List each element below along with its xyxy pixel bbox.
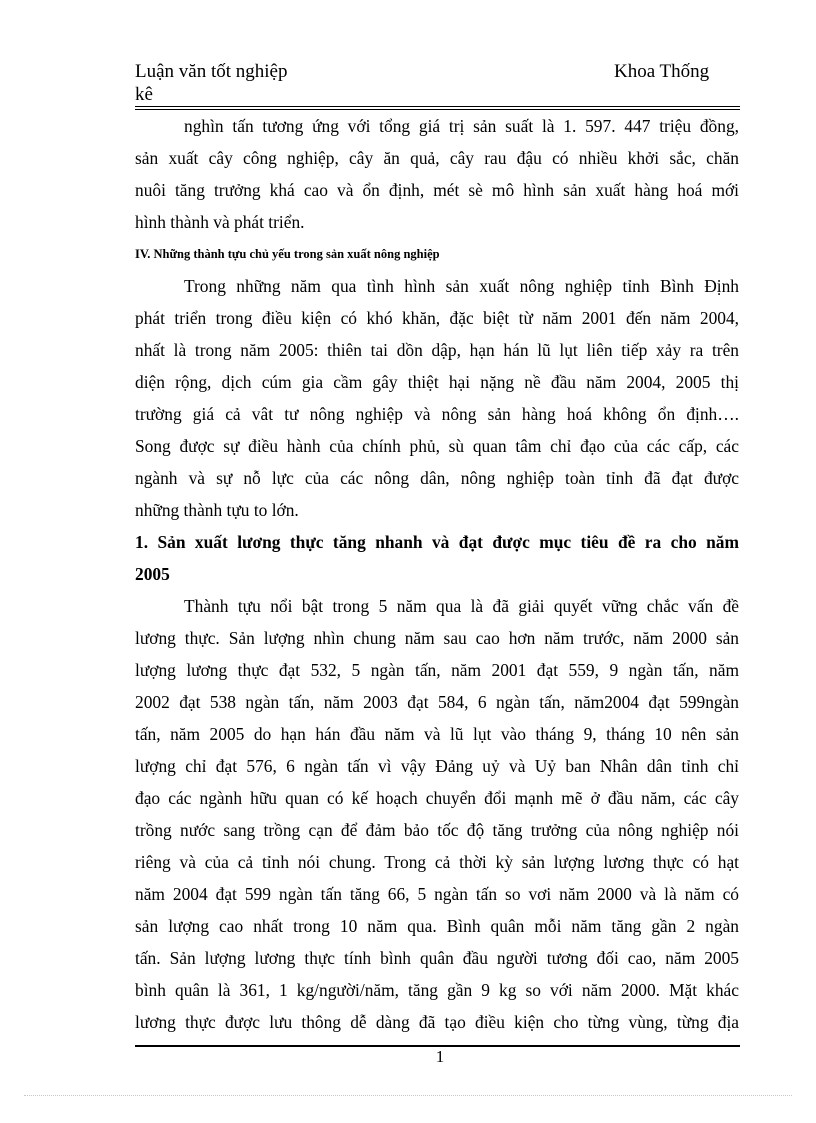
- paragraph-line: hình thành và phát triển.: [135, 212, 305, 232]
- document-body: [135, 110, 739, 1038]
- subsection-heading: 2005: [135, 564, 170, 584]
- paragraph-line: trường giá cả vât tư nông nghiệp và nông sản hàng hoá không ổn định….: [135, 404, 739, 424]
- paragraph-line: tấn. Sản lượng lương thực tính bình quân đầu người tương đối cao, năm 2005: [135, 948, 739, 968]
- paragraph-line: nhất là trong năm 2005: thiên tai dồn dập, hạn hán lũ lụt liên tiếp xảy ra trên: [135, 340, 739, 360]
- paragraph-line: đạo các ngành hữu quan có kế hoạch chuyển đổi mạnh mẽ ở đầu năm, các cây: [135, 788, 739, 808]
- paragraph-line: nghìn tấn tương ứng với tổng giá trị sản suất là 1. 597. 447 triệu đồng,: [184, 116, 739, 136]
- paragraph-line: sản lượng cao nhất trong 10 năm qua. Bình quân mỗi năm tăng gần 2 ngàn: [135, 916, 739, 936]
- header-left-text: [135, 60, 288, 106]
- paragraph-line: những thành tựu to lớn.: [135, 500, 299, 520]
- paragraph-line: phát triển trong điều kiện có khó khăn, đặc biệt từ năm 2001 đến năm 2004,: [135, 308, 739, 328]
- header-rule-top: [135, 106, 740, 107]
- page-number: 1: [435, 1047, 445, 1066]
- subsection-heading: 1. Sản xuất lương thực tăng nhanh và đạt được mục tiêu đề ra cho năm: [135, 532, 739, 552]
- paragraph-line: sản xuất cây công nghiệp, cây ăn quả, cây rau đậu có nhiều khởi sắc, chăn: [135, 148, 739, 168]
- paragraph-line: 2002 đạt 538 ngàn tấn, năm 2003 đạt 584, 6 ngàn tấn, năm2004 đạt 599ngàn: [135, 692, 739, 712]
- paragraph-line: lượng chỉ đạt 576, 6 ngàn tấn vì vậy Đảng uỷ và Uỷ ban Nhân dân tỉnh chỉ: [135, 756, 739, 776]
- paragraph-line: lượng lương thực đạt 532, 5 ngàn tấn, năm 2001 đạt 559, 9 ngàn tấn, năm: [135, 660, 739, 680]
- paragraph-line: lương thực. Sản lượng nhìn chung năm sau cao hơn năm trước, năm 2000 sản: [135, 628, 739, 648]
- header-title-wrap: kê: [135, 84, 153, 105]
- paragraph-line: tấn, năm 2005 do hạn hán đầu năm và lũ lụt vào tháng 9, tháng 10 nên sản: [135, 724, 739, 744]
- paragraph-line: trồng nước sang trồng cạn để đảm bảo tốc độ tăng trưởng của nông nghiệp nói: [135, 820, 739, 840]
- header-right-text: Khoa Thống: [614, 61, 710, 82]
- paragraph-line: riêng và của cả tỉnh nói chung. Trong cả thời kỳ sản lượng lương thực có hạt: [135, 852, 739, 872]
- header-title: Luận văn tốt nghiệp: [135, 61, 288, 82]
- paragraph-line: lương thực được lưu thông dễ dàng đã tạo điều kiện cho từng vùng, từng địa: [135, 1012, 739, 1032]
- page-separator: [24, 1095, 792, 1096]
- paragraph-line: ngành và sự nỗ lực của các nông dân, nông nghiệp toàn tỉnh đã đạt được: [135, 468, 739, 488]
- paragraph-line: diện rộng, dịch cúm gia cầm gây thiệt hại nặng nề đầu năm 2004, 2005 thị: [135, 372, 739, 392]
- paragraph-line: năm 2004 đạt 599 ngàn tấn tăng 66, 5 ngàn tấn so vơi năm 2000 và là năm có: [135, 884, 739, 904]
- paragraph-line: Trong những năm qua tình hình sản xuất nông nghiệp tỉnh Bình Định: [184, 276, 739, 296]
- paragraph-line: Thành tựu nổi bật trong 5 năm qua là đã giải quyết vững chắc vấn đề: [184, 596, 739, 616]
- paragraph-line: Song được sự điều hành của chính phủ, sù quan tâm chỉ đạo của các cấp, các: [135, 436, 739, 456]
- section-heading: IV. Những thành tựu chủ yếu trong sản xuất nông nghiệp: [135, 247, 440, 261]
- paragraph-line: nuôi tăng trưởng khá cao và ổn định, mét sè mô hình sản xuất hàng hoá mới: [135, 180, 739, 200]
- paragraph-line: bình quân là 361, 1 kg/người/năm, tăng gần 9 kg so với năm 2000. Mặt khác: [135, 980, 739, 1000]
